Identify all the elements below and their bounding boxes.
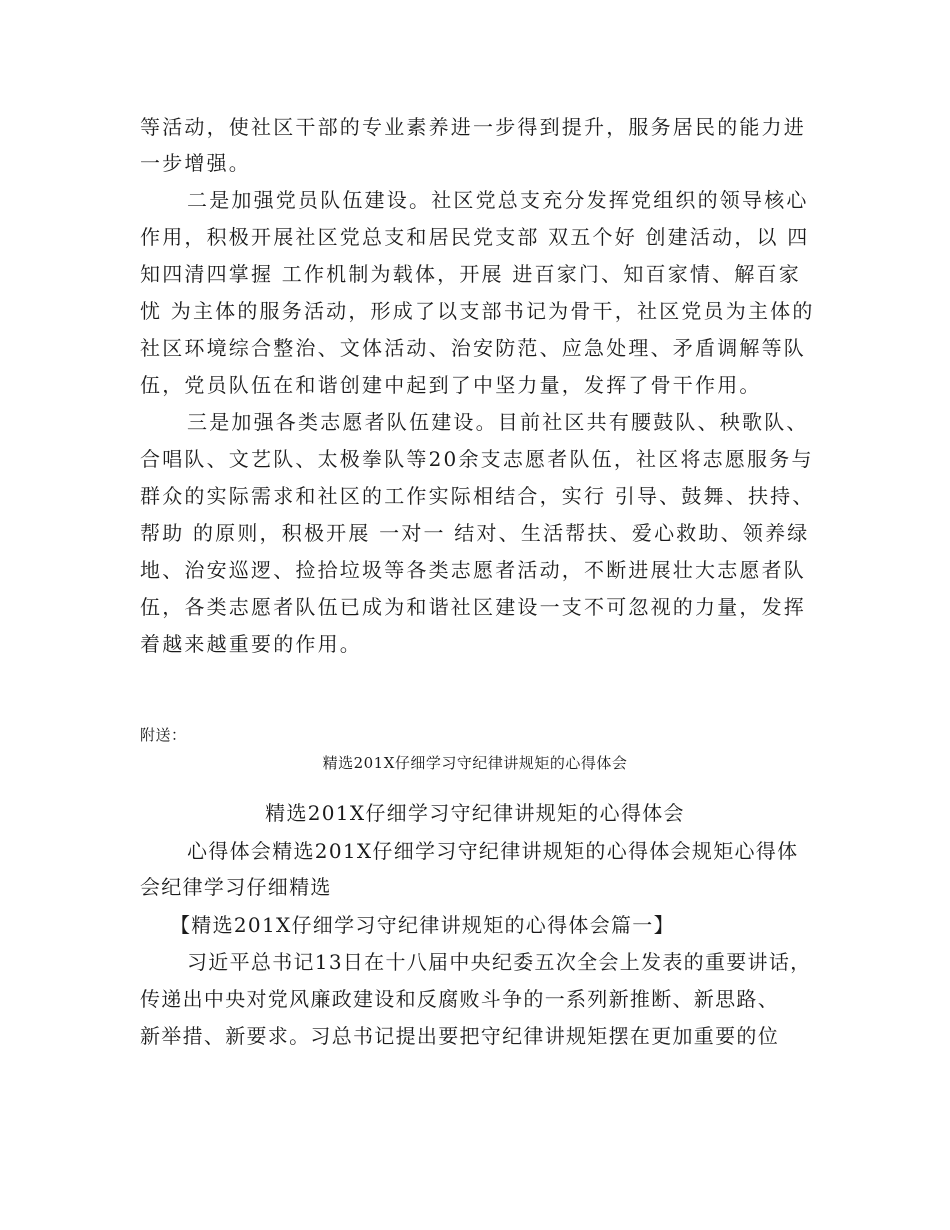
body-line: 合唱队、文艺队、太极拳队等20余支志愿者队伍，社区将志愿服务与 [140, 447, 814, 471]
appendix-label: 附送： [140, 726, 187, 744]
body-line: 帮助 的原则，积极开展 一对一 结对、生活帮扶、爱心救助、领养绿 [140, 521, 810, 545]
body-line: 三是加强各类志愿者队伍建设。目前社区共有腰鼓队、秧歌队、 [187, 410, 809, 434]
body-line: 群众的实际需求和社区的工作实际相结合，实行 引导、鼓舞、扶持、 [140, 484, 815, 508]
body-line: 着越来越重要的作用。 [140, 632, 362, 656]
body-line: 作用，积极开展社区党总支和居民党支部 双五个好 创建活动，以 四 [140, 225, 810, 249]
appendix-small-title: 精选201X仔细学习守纪律讲规矩的心得体会 [322, 754, 628, 772]
article-body-line: 新举措、新要求。习总书记提出要把守纪律讲规矩摆在更加重要的位 [140, 1024, 779, 1048]
article-title: 精选201X仔细学习守纪律讲规矩的心得体会 [265, 801, 685, 825]
body-line: 伍，各类志愿者队伍已成为和谐社区建设一支不可忽视的力量，发挥 [140, 595, 806, 619]
article-body-line: 习近平总书记13日在十八届中央纪委五次全会上发表的重要讲话， [187, 950, 812, 974]
body-line: 二是加强党员队伍建设。社区党总支充分发挥党组织的领导核心 [187, 188, 809, 212]
article-body-line: 传递出中央对党风廉政建设和反腐败斗争的一系列新推断、新思路、 [140, 987, 779, 1011]
body-line: 地、治安巡逻、捡拾垃圾等各类志愿者活动，不断进展壮大志愿者队 [140, 558, 806, 582]
body-line: 忧 为主体的服务活动，形成了以支部书记为骨干，社区党员为主体的 [140, 299, 815, 323]
part-heading: 【精选201X仔细学习守纪律讲规矩的心得体会篇一】 [170, 913, 675, 937]
body-line: 一步增强。 [140, 151, 251, 175]
body-line: 社区环境综合整治、文体活动、治安防范、应急处理、矛盾调解等队 [140, 336, 806, 360]
body-line: 等活动，使社区干部的专业素养进一步得到提升，服务居民的能力进 [140, 115, 806, 139]
body-line: 伍，党员队伍在和谐创建中起到了中坚力量，发挥了骨干作用。 [140, 373, 762, 397]
body-line: 知四清四掌握 工作机制为载体，开展 进百家门、知百家情、解百家 [140, 262, 801, 286]
keywords-line: 会纪律学习仔细精选 [140, 875, 332, 899]
keywords-line: 心得体会精选201X仔细学习守纪律讲规矩的心得体会规矩心得体 [187, 839, 799, 863]
